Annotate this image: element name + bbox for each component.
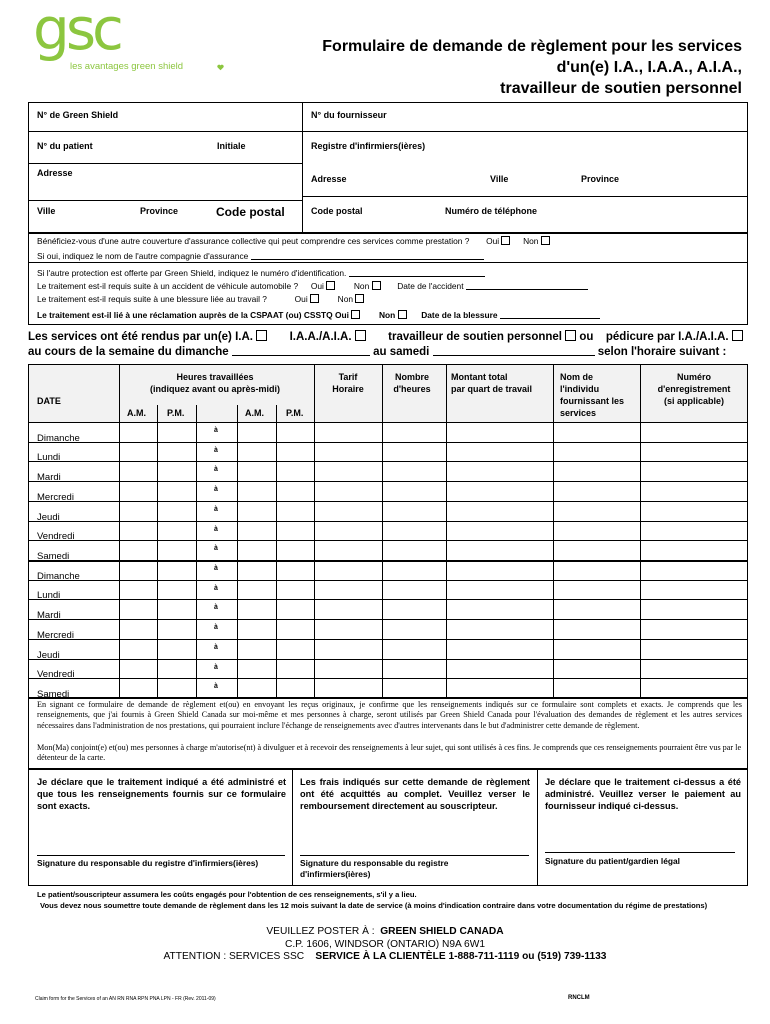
ia-checkbox[interactable] bbox=[256, 330, 267, 341]
day-label: Samedi bbox=[37, 550, 70, 562]
q-gs-id: Si l'autre protection est offerte par Green Shield, indiquez le numéro d'identification. bbox=[37, 268, 347, 278]
q-other-company: Si oui, indiquez le nom de l'autre compagnie d'assurance bbox=[37, 251, 249, 261]
note-deadline: Vous devez nous soumettre toute demande de règlement dans les 12 mois suivant la date de service (à moins d'indication contraire dans votre documentation du régime de prestations) bbox=[40, 901, 708, 910]
or-label: ou bbox=[579, 331, 594, 343]
declaration-col3: Je déclare que le traitement ci-dessus a été administré. Veuillez verser le paiement au fournisseur indiqué ci-dessus. bbox=[545, 777, 741, 811]
iaa-aia-label: I.A.A./A.I.A. bbox=[289, 331, 352, 343]
am-header-1: A.M. bbox=[127, 408, 146, 418]
table-row[interactable] bbox=[28, 461, 748, 484]
postal-code-label: Code postal bbox=[311, 206, 363, 216]
declaration-col1: Je déclare que le traitement indiqué a été administré et que tous les renseignements fournis sur ce formulaire sont exacts. bbox=[37, 777, 286, 811]
declaration-col2: Les frais indiqués sur cette demande de règlement ont été acquittés au complet. Veuillez verser le remboursement directement au souscripteur. bbox=[300, 777, 530, 811]
date-header: DATE bbox=[37, 396, 61, 406]
injury-date-field[interactable] bbox=[500, 310, 600, 319]
car-accident-no-checkbox[interactable] bbox=[372, 281, 381, 290]
time-range-separator: à bbox=[214, 545, 218, 553]
patient-no-label: N° du patient bbox=[37, 141, 93, 151]
rendered-by-label: Les services ont été rendus par un(e) I.A. bbox=[28, 331, 253, 343]
table-row[interactable] bbox=[28, 599, 748, 622]
nurse-registry-label: Registre d'infirmiers(ières) bbox=[311, 141, 426, 151]
rate-header: Tarif bbox=[338, 372, 358, 382]
table-row[interactable] bbox=[28, 481, 748, 501]
table-row[interactable] bbox=[28, 659, 748, 679]
id-section bbox=[28, 102, 748, 233]
footer-rnclm: RNCLM bbox=[568, 995, 590, 1001]
footer-form-code: Claim form for the Services of an AN RN RNA RPN PNA LPN - FR (Rev. 2011-09) bbox=[35, 996, 216, 1002]
accident-date-field[interactable] bbox=[466, 281, 588, 290]
signature1-line[interactable] bbox=[37, 855, 285, 856]
day-label: Samedi bbox=[37, 688, 70, 700]
postal-code-large-label: Code postal bbox=[216, 205, 285, 219]
attention-label: ATTENTION : SERVICES SSC bbox=[163, 951, 305, 962]
table-row[interactable] bbox=[28, 619, 748, 639]
week-of-label: au cours de la semaine du dimanche bbox=[28, 346, 229, 358]
table-row[interactable] bbox=[28, 442, 748, 462]
gsc-logo bbox=[33, 0, 203, 78]
day-label: Jeudi bbox=[37, 649, 60, 661]
day-label: Dimanche bbox=[37, 432, 80, 444]
table-row[interactable] bbox=[28, 560, 748, 580]
to-saturday-label: au samedi bbox=[373, 346, 430, 358]
reg-no-header: Numéro bbox=[676, 372, 711, 382]
no-label: Non bbox=[523, 236, 539, 246]
total-header: Montant total bbox=[451, 372, 508, 382]
time-range-separator: à bbox=[214, 663, 218, 671]
table-row[interactable] bbox=[28, 580, 748, 600]
phone-label: Numéro de téléphone bbox=[445, 206, 538, 216]
injury-date-label: Date de la blessure bbox=[421, 310, 498, 320]
hours-note: (indiquez avant ou après-midi) bbox=[149, 384, 280, 394]
num-hours-header: Nombre bbox=[394, 372, 429, 382]
day-label: Mardi bbox=[37, 610, 61, 622]
work-injury-yes-checkbox[interactable] bbox=[310, 294, 319, 303]
address2-label: Adresse bbox=[311, 174, 347, 184]
consent-p1: En signant ce formulaire de demande de règlement et(ou) en envoyant les reçus originaux, je confirme que les renseignements indiqués sur ce formulaire sont complets et exacts. Je comprends que les renseignements, que j'ai fournis à Green Shield Canada sur moi-même et mes personnes à charge, seront utilisés par Green Shield Canada pour l'évaluation des demandes de règlement et les autres services nécessaires dans l'administration de nos prestations, qui pourraient inclure l'échange de renseignements avec d'autres intervenants dans le but d'administrer cette demande de règlement. bbox=[37, 700, 742, 730]
time-range-separator: à bbox=[214, 446, 218, 454]
table-row[interactable] bbox=[28, 422, 748, 442]
car-accident-yes-checkbox[interactable] bbox=[326, 281, 335, 290]
signature2-line[interactable] bbox=[300, 855, 529, 856]
table-row[interactable] bbox=[28, 639, 748, 659]
time-range-separator: à bbox=[214, 584, 218, 592]
am-header-2: A.M. bbox=[245, 408, 264, 418]
table-row[interactable] bbox=[28, 540, 748, 560]
day-label: Dimanche bbox=[37, 570, 80, 582]
q-cspaat: Le traitement est-il lié à une réclamation auprès de la CSPAAT (ou) CSSTQ bbox=[37, 310, 333, 320]
signature1-label: Signature du responsable du registre d'infirmiers(ières) bbox=[37, 858, 259, 868]
yes-label: Oui bbox=[486, 236, 500, 246]
other-coverage-no-checkbox[interactable] bbox=[541, 236, 550, 245]
accident-date-label: Date de l'accident bbox=[397, 281, 464, 291]
work-injury-no-checkbox[interactable] bbox=[355, 294, 364, 303]
time-range-separator: à bbox=[214, 466, 218, 474]
time-range-separator: à bbox=[214, 683, 218, 691]
company-name: GREEN SHIELD CANADA bbox=[380, 926, 504, 937]
cspaat-no-checkbox[interactable] bbox=[398, 310, 407, 319]
pm-header-1: P.M. bbox=[167, 408, 185, 418]
table-row[interactable] bbox=[28, 521, 748, 541]
other-company-field[interactable] bbox=[251, 251, 484, 260]
time-range-separator: à bbox=[214, 427, 218, 434]
initial-label: Initiale bbox=[217, 141, 246, 151]
signature2-label: Signature du responsable du registre bbox=[300, 858, 449, 868]
day-label: Mercredi bbox=[37, 491, 74, 503]
time-range-separator: à bbox=[214, 505, 218, 513]
hours-worked-header: Heures travaillées bbox=[176, 372, 254, 382]
week-end-field[interactable] bbox=[433, 345, 595, 356]
table-row[interactable] bbox=[28, 501, 748, 521]
day-label: Vendredi bbox=[37, 669, 75, 681]
other-coverage-yes-checkbox[interactable] bbox=[501, 236, 510, 245]
heart-icon bbox=[217, 64, 224, 71]
pm-header-2: P.M. bbox=[286, 408, 304, 418]
q-other-coverage: Bénéficiez-vous d'une autre couverture d'assurance collective qui peut comprendre ces services comme prestation ? bbox=[37, 236, 470, 246]
cspaat-yes-checkbox[interactable] bbox=[351, 310, 360, 319]
day-label: Lundi bbox=[37, 590, 61, 602]
day-label: Jeudi bbox=[37, 511, 60, 523]
customer-service: SERVICE À LA CLIENTÈLE 1-888-711-1119 ou (519) 739-1133 bbox=[315, 951, 607, 962]
green-shield-no-label: N° de Green Shield bbox=[37, 110, 119, 120]
address-label: Adresse bbox=[37, 168, 73, 178]
logo-tagline: les avantages green shield bbox=[70, 61, 184, 72]
city-label: Ville bbox=[37, 206, 56, 216]
consent-p2: Mon(Ma) conjoint(e) et(ou) mes personnes à charge m'autorise(nt) à divulguer et à recevoir des renseignements à leur sujet, qui sont utilisés à ces fins. Je comprends que ces renseignements pourraient être vus par le détenteur de la carte. bbox=[37, 743, 742, 763]
mailing-address: C.P. 1606, WINDSOR (ONTARIO) N9A 6W1 bbox=[284, 938, 486, 950]
province2-label: Province bbox=[581, 174, 620, 184]
signature3-line[interactable] bbox=[545, 852, 735, 853]
psw-checkbox[interactable] bbox=[565, 330, 576, 341]
q-work-injury: Le traitement est-il requis suite à une blessure liée au travail ? bbox=[37, 294, 267, 304]
day-label: Mercredi bbox=[37, 629, 74, 641]
iaa-aia-checkbox[interactable] bbox=[355, 330, 366, 341]
time-range-separator: à bbox=[214, 643, 218, 651]
table-row[interactable] bbox=[28, 678, 748, 698]
time-range-separator: à bbox=[214, 604, 218, 612]
signature3-label: Signature du patient/gardien légal bbox=[545, 856, 680, 866]
psw-label: travailleur de soutien personnel bbox=[388, 331, 562, 343]
provider-name-header: Nom de bbox=[560, 372, 594, 382]
week-start-field[interactable] bbox=[232, 345, 370, 356]
logo-text: gsc bbox=[33, 0, 120, 63]
supplier-no-label: N° du fournisseur bbox=[311, 110, 387, 120]
q-car-accident: Le traitement est-il requis suite à un accident de véhicule automobile ? bbox=[37, 281, 299, 291]
time-range-separator: à bbox=[214, 565, 218, 572]
time-range-separator: à bbox=[214, 525, 218, 533]
day-label: Mardi bbox=[37, 472, 61, 484]
gs-id-field[interactable] bbox=[349, 268, 485, 277]
city2-label: Ville bbox=[490, 174, 509, 184]
time-range-separator: à bbox=[214, 486, 218, 494]
note-costs: Le patient/souscripteur assumera les coûts engagés pour l'obtention de ces renseignements, s'il y a lieu. bbox=[37, 890, 417, 899]
schedule-label: selon l'horaire suivant : bbox=[597, 346, 727, 358]
form-title: Formulaire de demande de règlement pour les services d'un(e) I.A., I.A.A., A.I.A., travailleur de soutien personnel bbox=[322, 38, 742, 97]
province-label: Province bbox=[140, 206, 179, 216]
pedicure-label: pédicure par I.A./A.I.A. bbox=[605, 331, 729, 343]
time-range-separator: à bbox=[214, 624, 218, 632]
post-to-label: VEUILLEZ POSTER À : bbox=[266, 926, 375, 937]
pedicure-checkbox[interactable] bbox=[732, 330, 743, 341]
day-label: Lundi bbox=[37, 452, 61, 464]
day-label: Vendredi bbox=[37, 531, 75, 543]
